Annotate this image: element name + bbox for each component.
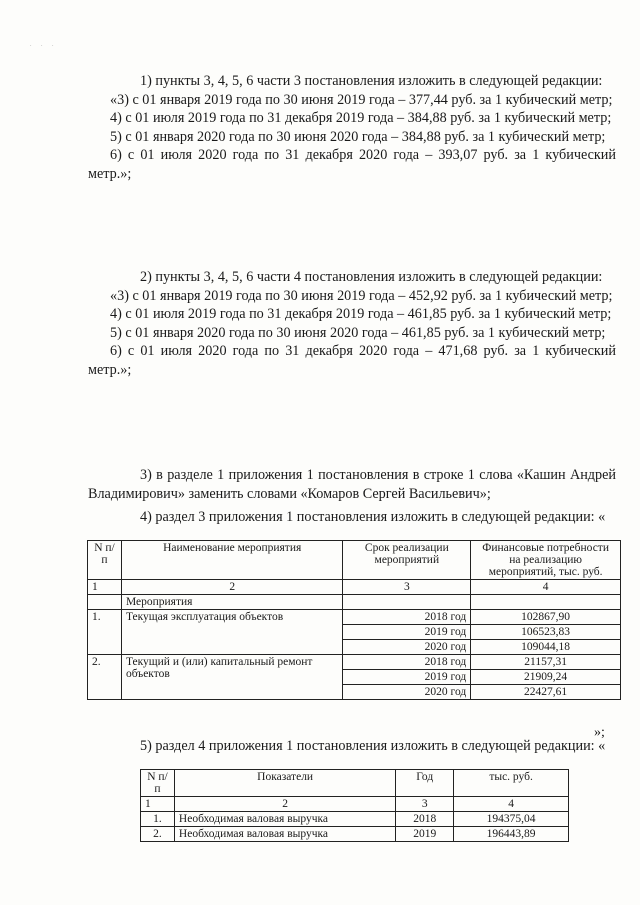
row-name: Текущий и (или) капитальный ремонт объектов — [121, 655, 343, 700]
section-2 — [88, 268, 616, 379]
table-row — [88, 610, 621, 625]
header-cell: тыс. руб. — [454, 770, 569, 797]
row-year: 2019 год — [343, 625, 471, 640]
row-name: Необходимая валовая выручка — [174, 827, 395, 842]
row-value: 194375,04 — [454, 812, 569, 827]
table-numbers-row — [88, 580, 621, 595]
header-cell: N п/п — [141, 770, 175, 797]
section-1-intro: 1) пункты 3, 4, 5, 6 части 3 постановления изложить в следующей редакции: — [140, 73, 603, 89]
row-year: 2020 год — [343, 640, 471, 655]
number-cell: 3 — [343, 580, 471, 595]
table-row — [141, 827, 569, 842]
row-year: 2019 год — [343, 670, 471, 685]
events-table — [87, 540, 621, 700]
row-number: 2. — [88, 655, 122, 700]
row-year: 2019 — [396, 827, 454, 842]
row-name: Текущая эксплуатация объектов — [121, 610, 343, 655]
section-5 — [88, 737, 616, 756]
row-value: 109044,18 — [471, 640, 621, 655]
section-4 — [88, 508, 616, 527]
section-3-text: 3) в разделе 1 приложения 1 постановления в строке 1 слова «Кашин Андрей Владимирович» заменить словами «Комаров Сергей Васильевич»; — [88, 467, 616, 502]
number-cell: 2 — [121, 580, 343, 595]
header-cell: Наименование мероприятия — [121, 541, 343, 580]
group-label: Мероприятия — [121, 595, 343, 610]
section-1-item: 5) с 01 января 2020 года по 30 июня 2020 года – 384,88 руб. за 1 кубический метр; — [110, 128, 606, 145]
section-1-item: 4) с 01 июля 2019 года по 31 декабря 2019 года – 384,88 руб. за 1 кубический метр; — [110, 110, 612, 126]
number-cell: 1 — [141, 797, 175, 812]
row-value: 102867,90 — [471, 610, 621, 625]
header-cell: Год — [396, 770, 454, 797]
section-5-intro: 5) раздел 4 приложения 1 постановления изложить в следующей редакции: « — [140, 738, 606, 754]
section-2-item: 5) с 01 января 2020 года по 30 июня 2020 года – 461,85 руб. за 1 кубический метр; — [110, 324, 606, 341]
row-name: Необходимая валовая выручка — [174, 812, 395, 827]
number-cell: 4 — [454, 797, 569, 812]
row-value: 106523,83 — [471, 625, 621, 640]
section-4-intro: 4) раздел 3 приложения 1 постановления изложить в следующей редакции: « — [140, 509, 606, 525]
table-group-row — [88, 595, 621, 610]
section-2-item: 4) с 01 июля 2019 года по 31 декабря 2019 года – 461,85 руб. за 1 кубический метр; — [110, 306, 612, 322]
row-value: 22427,61 — [471, 685, 621, 700]
header-cell: Показатели — [174, 770, 395, 797]
section-2-item: 6) с 01 июля 2020 года по 31 декабря 2020 года – 471,68 руб. за 1 кубический метр.»; — [88, 343, 616, 378]
table-header-row — [141, 770, 569, 797]
table-row — [141, 812, 569, 827]
indicators-table — [140, 769, 569, 842]
row-year: 2018 год — [343, 655, 471, 670]
row-year: 2018 год — [343, 610, 471, 625]
row-number: 1. — [141, 812, 175, 827]
row-value: 196443,89 — [454, 827, 569, 842]
row-value: 21909,24 — [471, 670, 621, 685]
section-2-item: «3) с 01 января 2019 года по 30 июня 2019 года – 452,92 руб. за 1 кубический метр; — [110, 287, 613, 304]
header-cell: Финансовые потребности на реализацию мероприятий, тыс. руб. — [471, 541, 621, 580]
number-cell: 3 — [396, 797, 454, 812]
row-year: 2018 — [396, 812, 454, 827]
section-1 — [88, 72, 616, 183]
table-header-row — [88, 541, 621, 580]
row-value: 21157,31 — [471, 655, 621, 670]
number-cell: 2 — [174, 797, 395, 812]
header-cell: Срок реализации мероприятий — [343, 541, 471, 580]
number-cell: 1 — [88, 580, 122, 595]
section-2-intro: 2) пункты 3, 4, 5, 6 части 4 постановления изложить в следующей редакции: — [140, 269, 603, 285]
header-cell: N п/п — [88, 541, 122, 580]
number-cell: 4 — [471, 580, 621, 595]
table-numbers-row — [141, 797, 569, 812]
section-1-item: 6) с 01 июля 2020 года по 31 декабря 2020 года – 393,07 руб. за 1 кубический метр.»; — [88, 147, 616, 182]
table-row — [88, 655, 621, 670]
scan-marks: . . . — [30, 42, 58, 48]
section-1-item: «3) с 01 января 2019 года по 30 июня 2019 года – 377,44 руб. за 1 кубический метр; — [110, 91, 613, 108]
row-number: 2. — [141, 827, 175, 842]
row-year: 2020 год — [343, 685, 471, 700]
section-4-closing: »; — [594, 725, 605, 740]
row-number: 1. — [88, 610, 122, 655]
section-3 — [88, 466, 616, 503]
